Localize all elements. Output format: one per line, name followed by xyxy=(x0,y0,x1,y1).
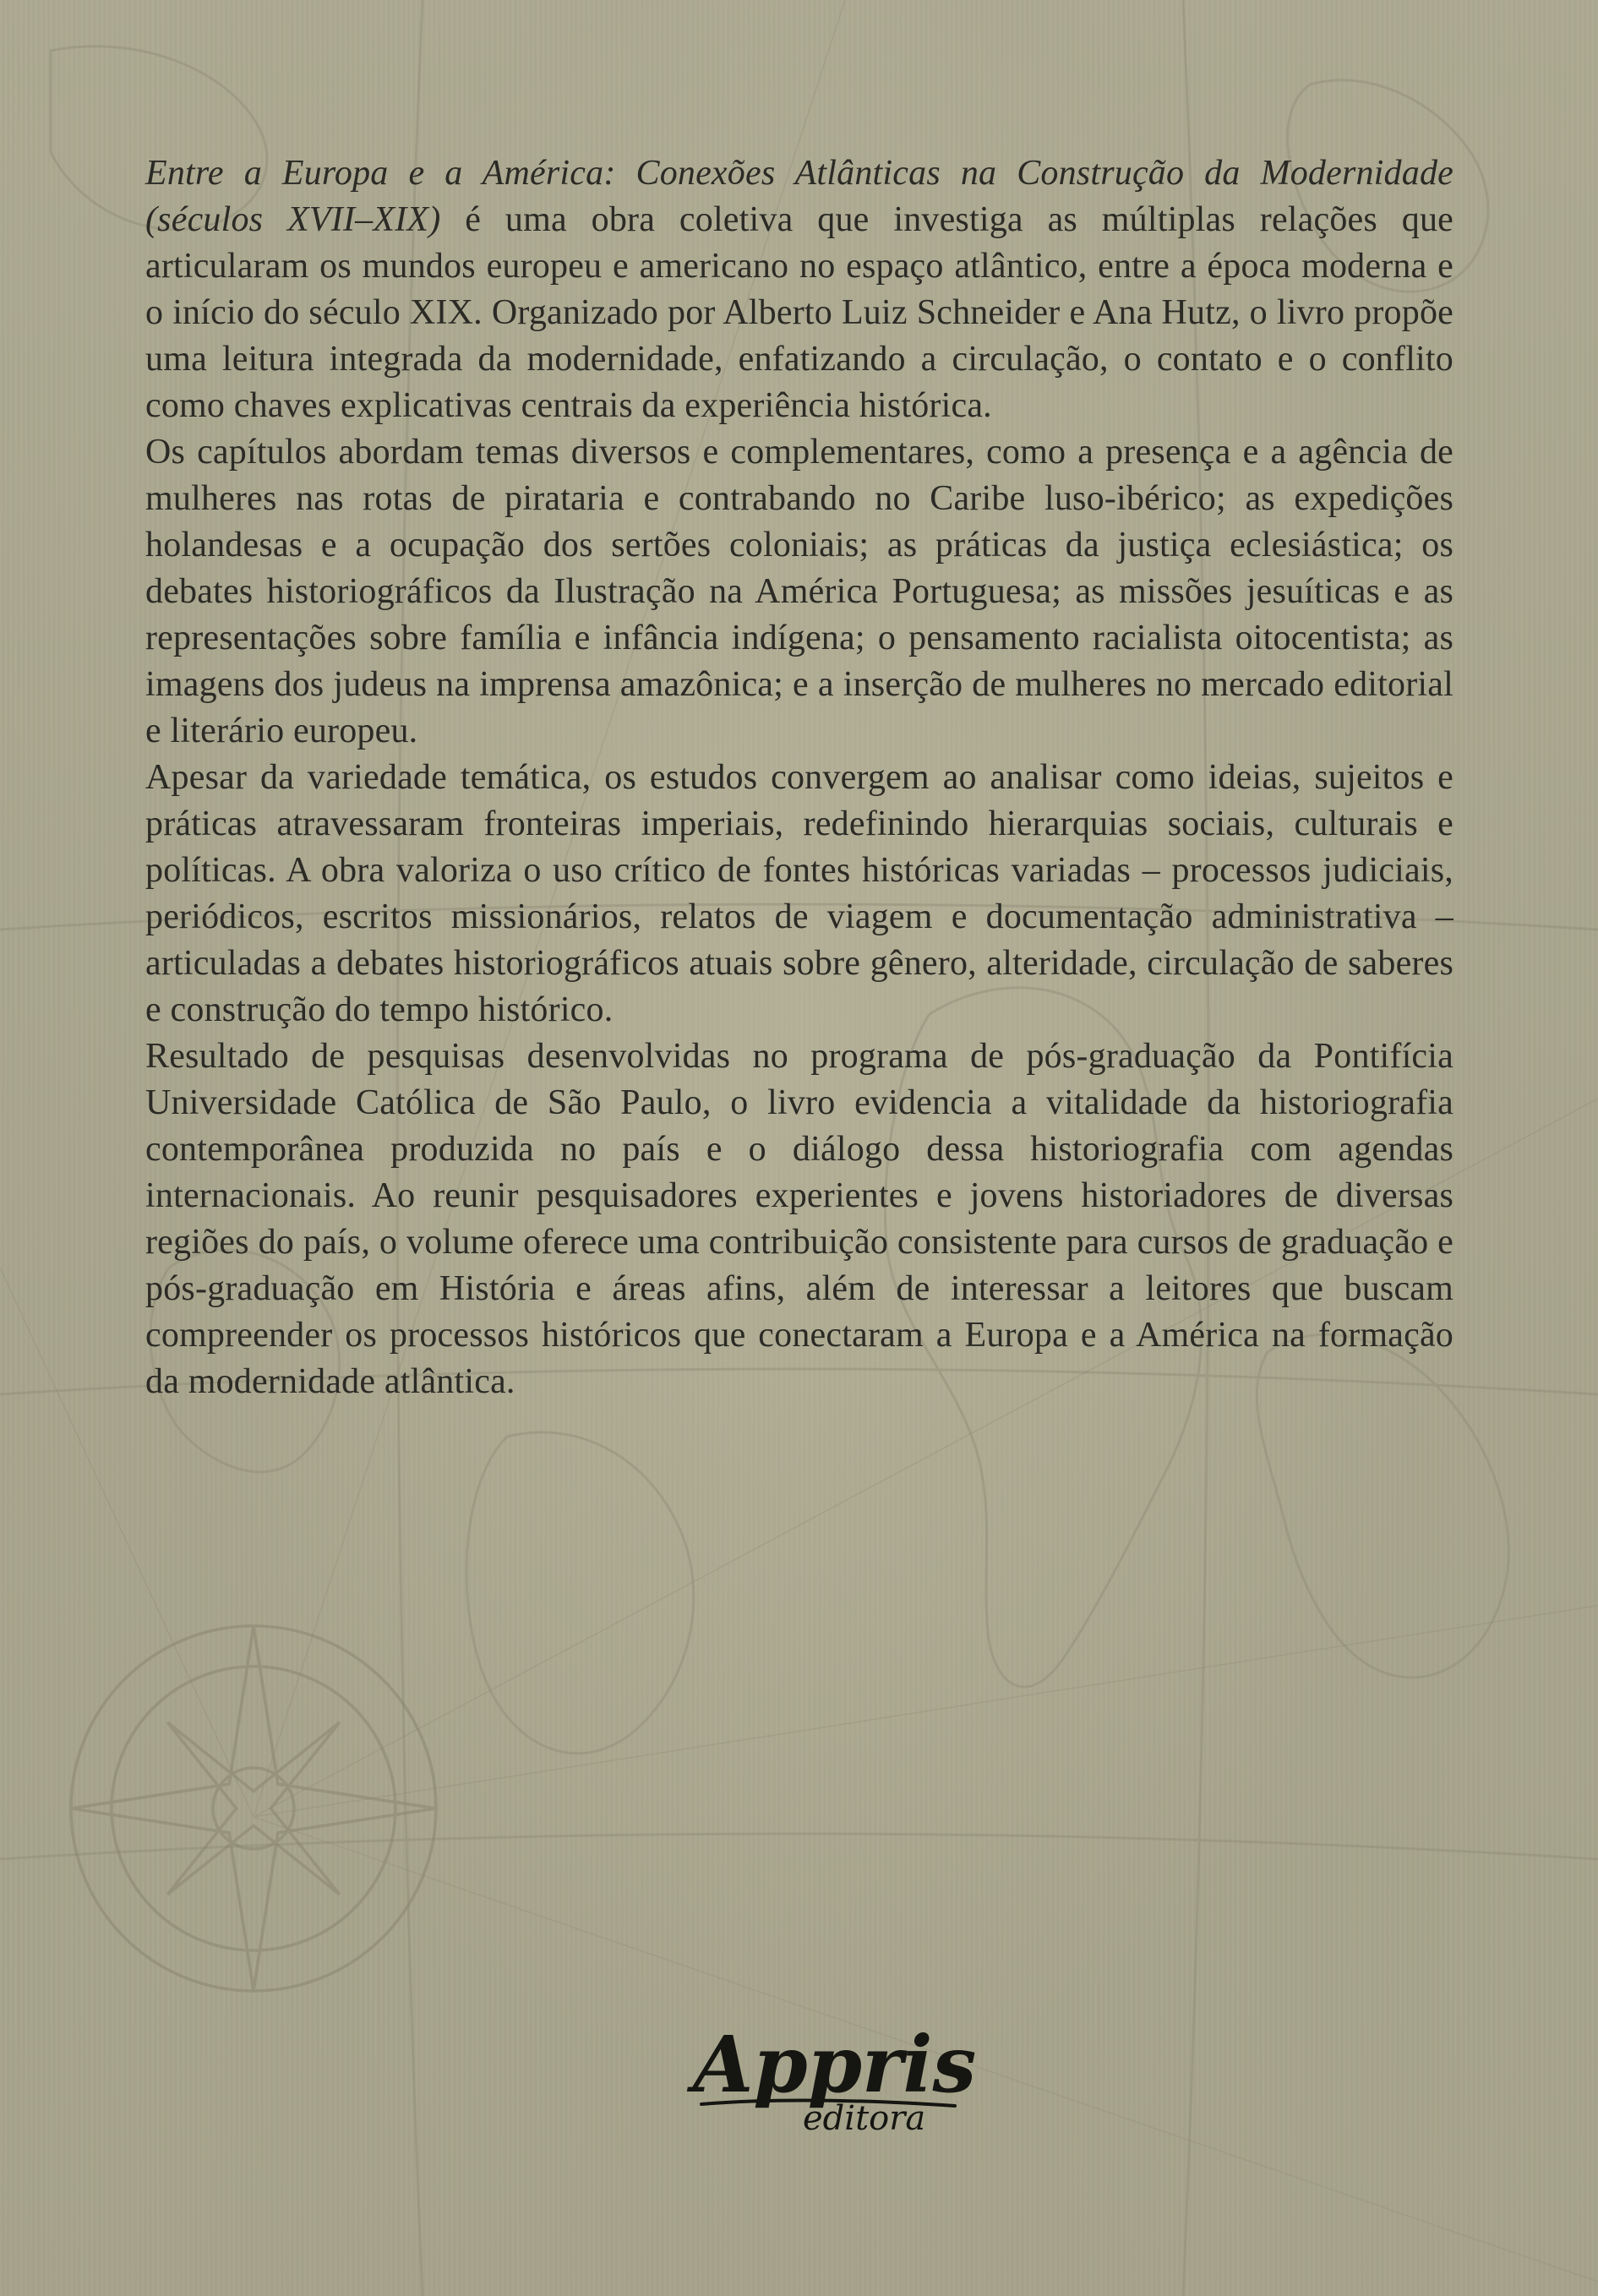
appris-editora-logo xyxy=(676,2011,980,2146)
blurb-paragraph-3: Apesar da variedade temática, os estudos convergem ao analisar como ideias, sujeitos e práticas atravessaram fronteiras imperiais, redefinindo hierarquias sociais, culturais e políticas. A obra valoriza o uso crítico de fontes históricas variadas – processos judiciais, periódicos, escritos missionários, relatos de viagem e documentação administrativa – articuladas a debates historiográficos atuais sobre gênero, alteridade, circulação de saberes e construção do tempo histórico. xyxy=(145,758,1453,1029)
blurb-paragraph-2: Os capítulos abordam temas diversos e complementares, como a presença e a agência de mulheres nas rotas de pirataria e contrabando no Caribe luso-ibérico; as expedições holandesas e a ocupação dos sertões coloniais; as práticas da justiça eclesiástica; os debates historiográficos da Ilustração na América Portuguesa; as missões jesuíticas e as representações sobre família e infância indígena; o pensamento racialista oitocentista; as imagens dos judeus na imprensa amazônica; e a inserção de mulheres no mercado editorial e literário europeu. xyxy=(145,433,1453,750)
logo-subtitle: editora xyxy=(803,2099,926,2138)
blurb-paragraph-1-text: é uma obra coletiva que investiga as múltiplas relações que articularam os mundos europeu e americano no espaço atlântico, entre a época moderna e o início do século XIX. Organizado por Alberto Luiz Schneider e Ana Hutz, o livro propõe uma leitura integrada da modernidade, enfatizando a circulação, o contato e o conflito como chaves explicativas centrais da experiência histórica. xyxy=(145,200,1453,425)
logo-wordmark: Appris xyxy=(693,2019,977,2110)
compass-rose-icon xyxy=(51,1606,456,2011)
back-cover-blurb xyxy=(145,150,1453,1405)
book-title: Entre a Europa e a América: Conexões Atlânticas na Construção da Modernidade (séculos XVII–XIX) xyxy=(145,154,1453,239)
blurb-paragraph-1 xyxy=(145,150,1453,429)
blurb-paragraph-4: Resultado de pesquisas desenvolvidas no programa de pós-graduação da Pontifícia Universidade Católica de São Paulo, o livro evidencia a vitalidade da historiografia contemporânea produzida no país e o diálogo dessa historiografia com agendas internacionais. Ao reunir pesquisadores experientes e jovens historiadores de diversas regiões do país, o volume oferece uma contribuição consistente para cursos de graduação e pós-graduação em História e áreas afins, além de interessar a leitores que buscam compreender os processos históricos que conectaram a Europa e a América na formação da modernidade atlântica. xyxy=(145,1037,1453,1401)
